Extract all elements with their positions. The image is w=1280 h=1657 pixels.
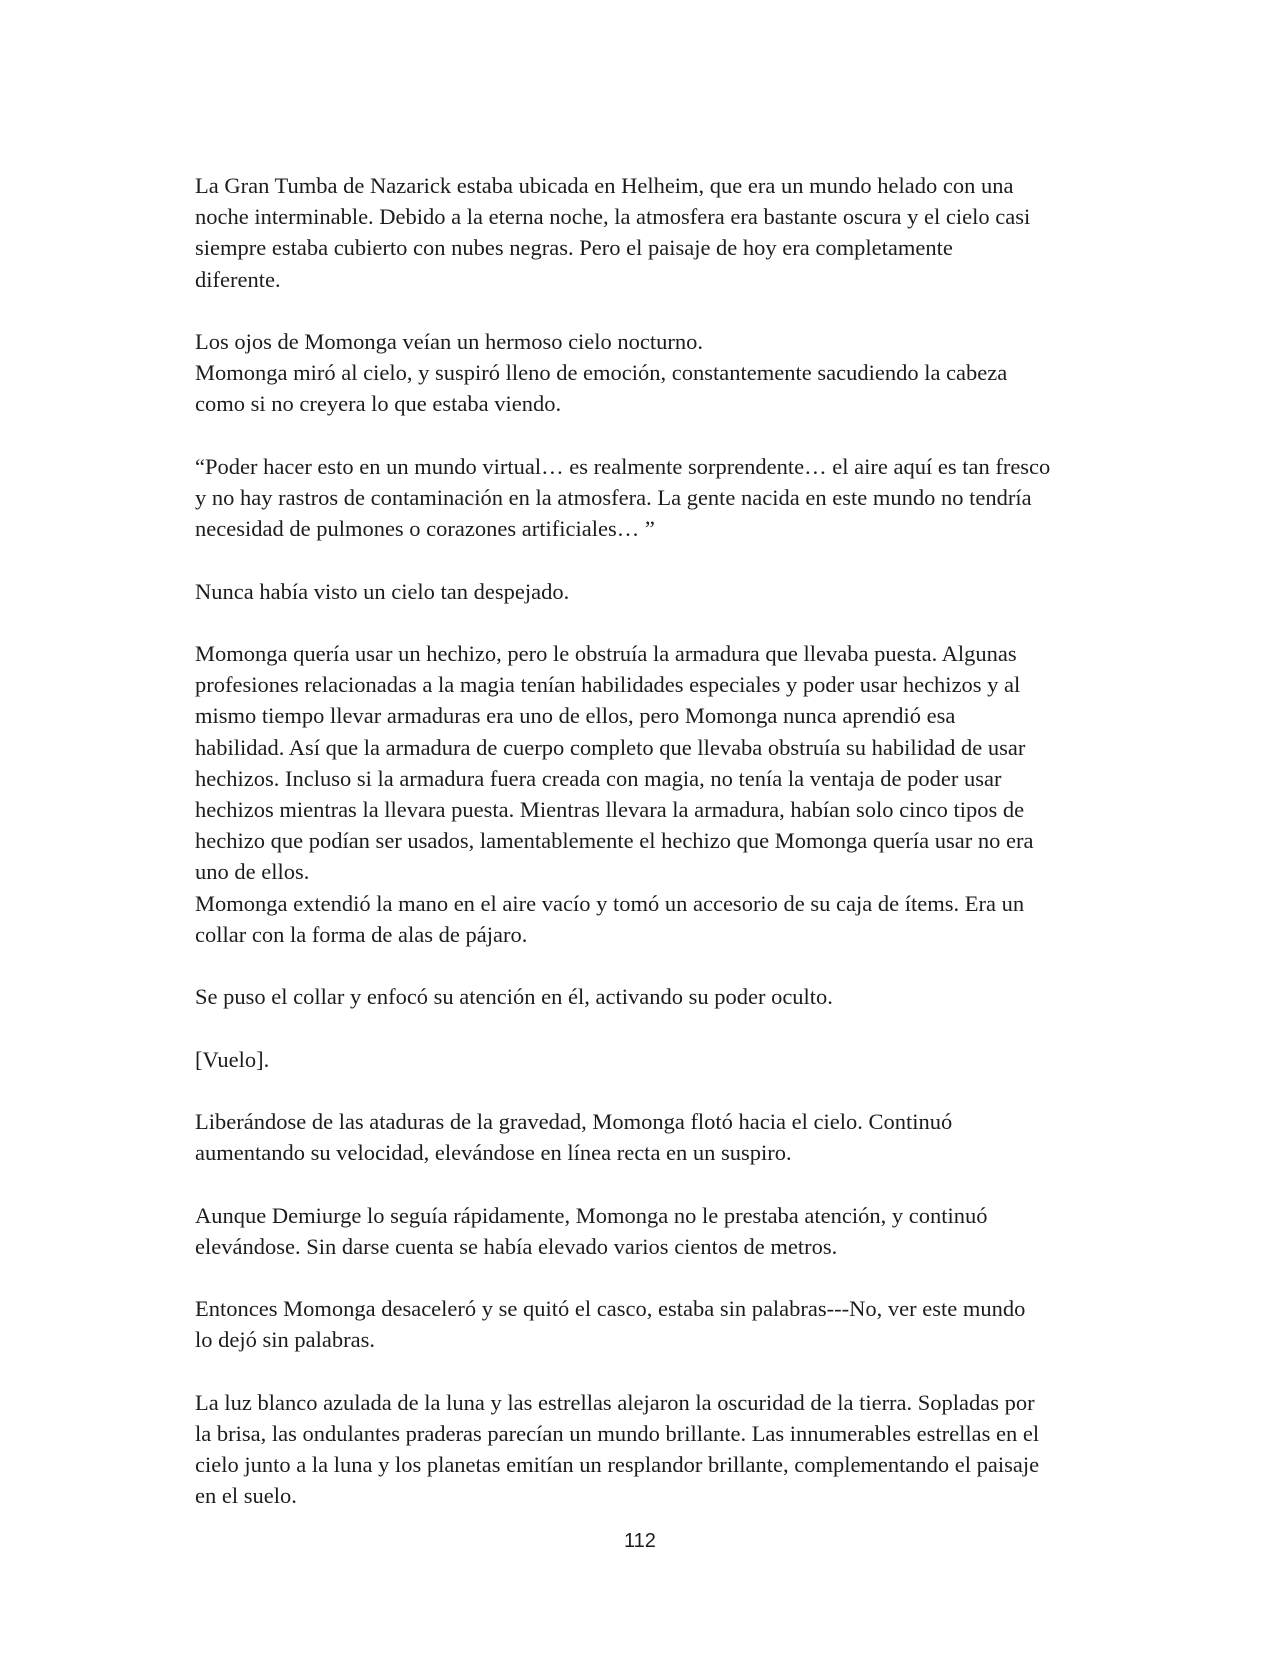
text-line: Los ojos de Momonga veían un hermoso cielo nocturno. <box>195 329 704 354</box>
paragraph <box>195 638 1095 888</box>
text-line: como si no creyera lo que estaba viendo. <box>195 391 562 417</box>
text-line: necesidad de pulmones o corazones artificiales… ” <box>195 516 655 542</box>
paragraph <box>195 981 1095 1012</box>
text-line: y no hay rastros de contaminación en la atmosfera. La gente nacida en este mundo no tendría <box>195 485 1032 510</box>
text-line: noche interminable. Debido a la eterna noche, la atmosfera era bastante oscura y el cielo casi <box>195 204 1031 230</box>
paragraph <box>195 170 1095 295</box>
text-line: La Gran Tumba de Nazarick estaba ubicada en Helheim, que era un mundo helado con una <box>195 173 1014 198</box>
text-line: hechizos mientras la llevara puesta. Mientras llevara la armadura, habían solo cinco tipos de <box>195 797 1025 822</box>
paragraph <box>195 1200 1095 1262</box>
text-line: aumentando su velocidad, elevándose en línea recta en un suspiro. <box>195 1140 792 1166</box>
text-line: Aunque Demiurge lo seguía rápidamente, Momonga no le prestaba atención, y continuó <box>195 1202 988 1228</box>
text-line: Entonces Momonga desaceleró y se quitó el casco, estaba sin palabras---No, ver este mundo <box>195 1296 1026 1322</box>
paragraph <box>195 326 1095 357</box>
text-line: Momonga extendió la mano en el aire vacío y tomó un accesorio de su caja de ítems. Era un <box>195 890 1025 916</box>
paragraph <box>195 888 1095 950</box>
text-line: mismo tiempo llevar armaduras era uno de ellos, pero Momonga nunca aprendió esa <box>195 703 956 729</box>
paragraph <box>195 576 1095 607</box>
text-line: Nunca había visto un cielo tan despejado. <box>195 578 570 604</box>
paragraph <box>195 1387 1095 1512</box>
text-line: Momonga miró al cielo, y suspiró lleno de emoción, constantemente sacudiendo la cabeza <box>195 360 1008 386</box>
text-line: Momonga quería usar un hechizo, pero le obstruía la armadura que llevaba puesta. Algunas <box>195 640 1017 666</box>
text-line: elevándose. Sin darse cuenta se había elevado varios cientos de metros. <box>195 1233 838 1259</box>
text-line: la brisa, las ondulantes praderas parecían un mundo brillante. Las innumerables estrellas en el <box>195 1420 1040 1446</box>
text-line: en el suelo. <box>195 1483 297 1509</box>
page-number: 112 <box>624 1530 656 1552</box>
text-line: habilidad. Así que la armadura de cuerpo completo que llevaba obstruía su habilidad de usar <box>195 734 1026 760</box>
text-line: hechizos. Incluso si la armadura fuera creada con magia, no tenía la ventaja de poder usar <box>195 765 1002 791</box>
body-text <box>195 170 1095 1543</box>
text-line: La luz blanco azulada de la luna y las estrellas alejaron la oscuridad de la tierra. Sopladas por <box>195 1389 1035 1415</box>
text-line: diferente. <box>195 266 281 292</box>
paragraph <box>195 1106 1095 1168</box>
text-line: lo dejó sin palabras. <box>195 1327 375 1353</box>
text-line: Se puso el collar y enfocó su atención en él, activando su poder oculto. <box>195 984 833 1010</box>
text-line: collar con la forma de alas de pájaro. <box>195 921 528 947</box>
text-line: uno de ellos. <box>195 859 310 885</box>
paragraph <box>195 1293 1095 1355</box>
text-line: hechizo que podían ser usados, lamentablemente el hechizo que Momonga quería usar no era <box>195 828 1034 854</box>
text-line: “Poder hacer esto en un mundo virtual… es realmente sorprendente… el aire aquí es tan fresco <box>195 453 1051 479</box>
paragraph <box>195 357 1095 419</box>
paragraph <box>195 1044 1095 1075</box>
paragraph <box>195 451 1095 545</box>
text-line: [Vuelo]. <box>195 1046 270 1072</box>
text-line: cielo junto a la luna y los planetas emitían un resplandor brillante, complementando el paisaje <box>195 1452 1040 1478</box>
text-line: profesiones relacionadas a la magia tenían habilidades especiales y poder usar hechizos y al <box>195 672 1021 698</box>
text-line: siempre estaba cubierto con nubes negras. Pero el paisaje de hoy era completamente <box>195 235 953 261</box>
text-line: Liberándose de las ataduras de la gravedad, Momonga flotó hacia el cielo. Continuó <box>195 1108 953 1134</box>
